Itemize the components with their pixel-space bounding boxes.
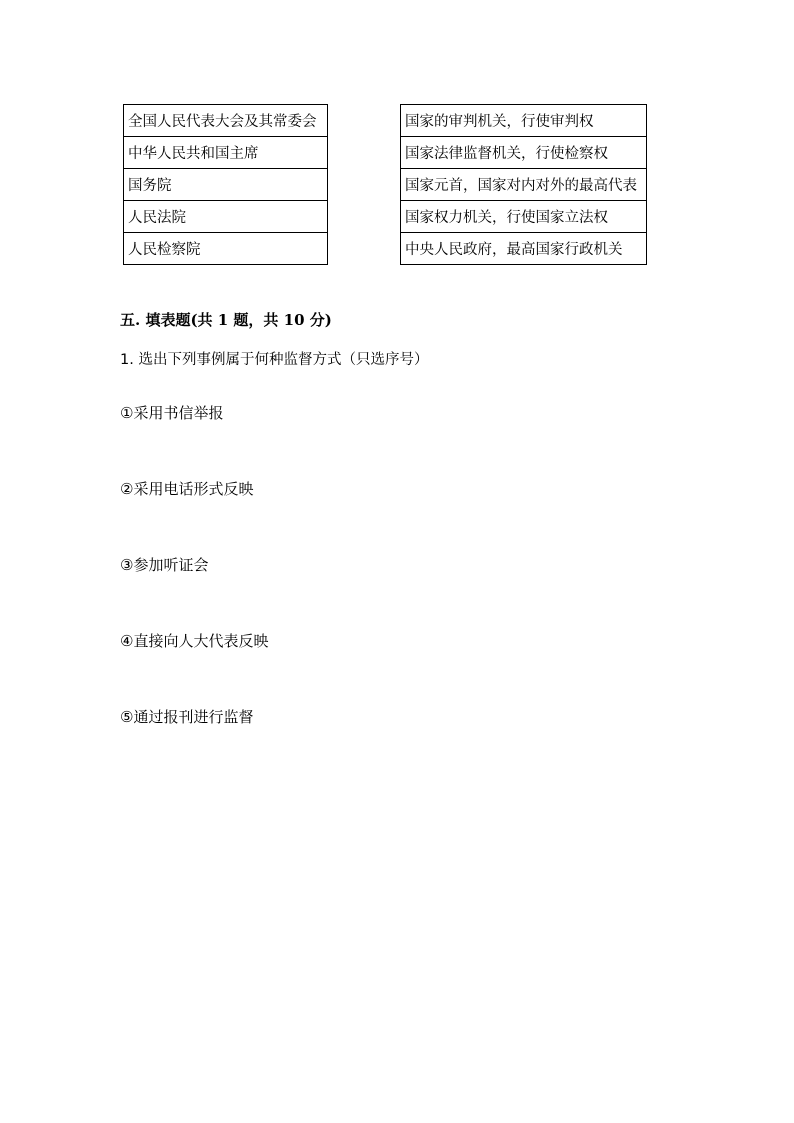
- table-row: [401, 233, 647, 265]
- right-item: 国家权力机关，行使国家立法权: [401, 201, 647, 233]
- left-item: 人民法院: [124, 201, 328, 233]
- option-item: ②采用电话形式反映: [120, 480, 254, 498]
- option-item: ③参加听证会: [120, 556, 209, 574]
- right-item: 中央人民政府，最高国家行政机关: [401, 233, 647, 265]
- left-item: 全国人民代表大会及其常委会: [124, 105, 328, 137]
- left-item: 国务院: [124, 169, 328, 201]
- table-row: [124, 233, 328, 265]
- table-row: [124, 105, 328, 137]
- section-heading: 五. 填表题(共 1 题，共 10 分): [120, 311, 332, 329]
- table-row: [124, 201, 328, 233]
- left-match-table: [123, 104, 328, 265]
- table-row: [124, 169, 328, 201]
- left-item: 中华人民共和国主席: [124, 137, 328, 169]
- right-item: 国家的审判机关，行使审判权: [401, 105, 647, 137]
- right-item: 国家法律监督机关，行使检察权: [401, 137, 647, 169]
- option-item: ⑤通过报刊进行监督: [120, 708, 254, 726]
- option-item: ④直接向人大代表反映: [120, 632, 269, 650]
- question-text: 1. 选出下列事例属于何种监督方式（只选序号）: [120, 352, 429, 368]
- right-item: 国家元首，国家对内对外的最高代表: [401, 169, 647, 201]
- table-row: [401, 105, 647, 137]
- table-row: [401, 169, 647, 201]
- table-row: [401, 201, 647, 233]
- table-row: [124, 137, 328, 169]
- right-match-table: [400, 104, 647, 265]
- option-item: ①采用书信举报: [120, 404, 224, 422]
- left-item: 人民检察院: [124, 233, 328, 265]
- table-row: [401, 137, 647, 169]
